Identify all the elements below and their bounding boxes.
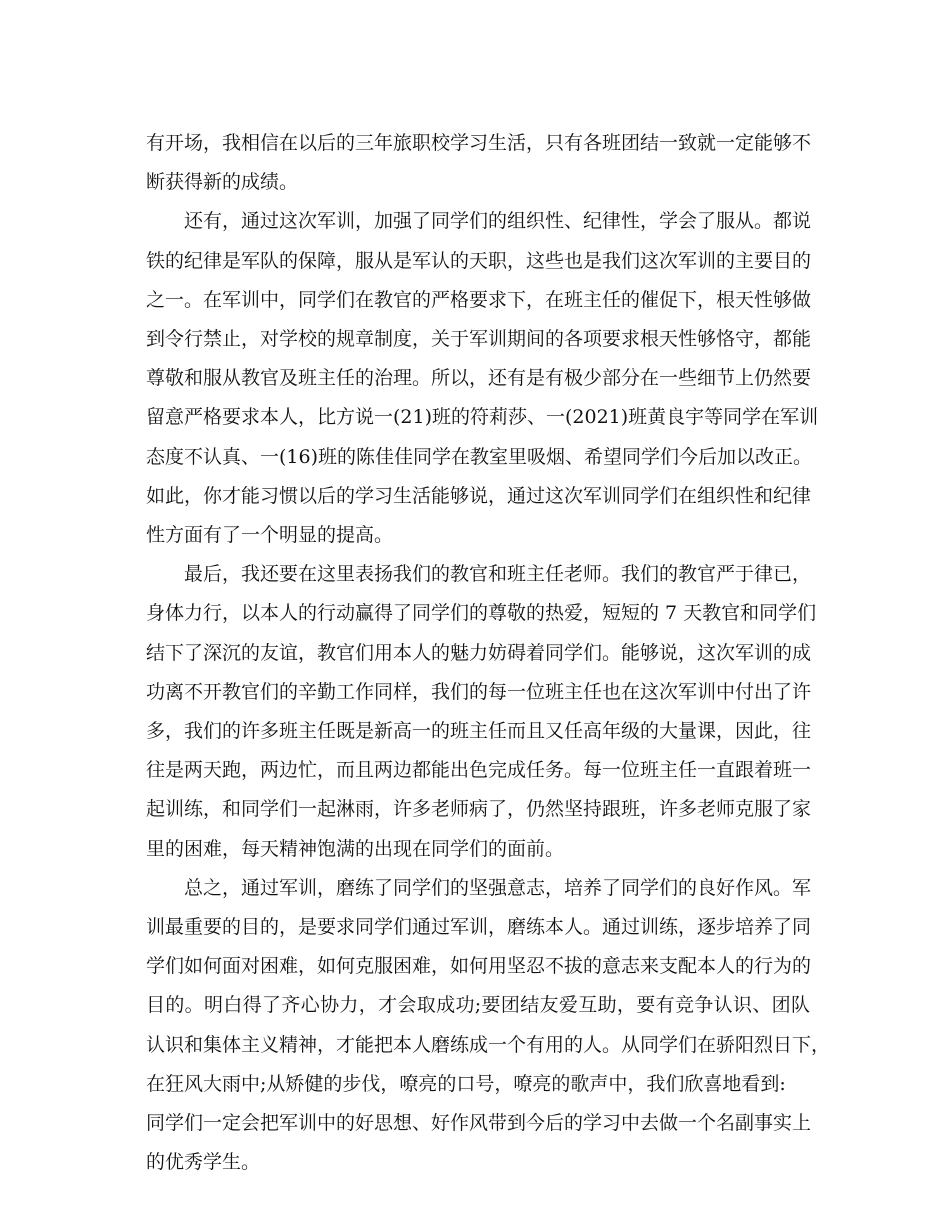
text-line: 同学们一定会把军训中的好思想、好作风带到今后的学习中去做一个名副事实上 (146, 1112, 812, 1135)
text-line: 性方面有了一个明显的提高。 (146, 524, 394, 547)
text-line: 学们如何面对困难，如何克服困难，如何用坚忍不拔的意志来支配本人的行为的 (146, 955, 812, 978)
text-line: 起训练，和同学们一起淋雨，许多老师病了，仍然坚持跟班，许多老师克服了家 (146, 798, 812, 821)
text-line: 里的困难，每天精神饱满的出现在同学们的面前。 (146, 837, 565, 860)
text-line: 断获得新的成绩。 (146, 171, 299, 194)
text-line: 之一。在军训中，同学们在教官的严格要求下，在班主任的催促下，根天性够做 (146, 288, 812, 311)
text-line: 结下了深沉的友谊，教官们用本人的魅力妨碍着同学们。能够说，这次军训的成 (146, 641, 812, 664)
paragraph-first-line: 总之，通过军训，磨练了同学们的坚强意志，培养了同学们的良好作风。军 (184, 876, 812, 899)
text-line: 铁的纪律是军队的保障，服从是军认的天职，这些也是我们这次军训的主要目的 (146, 249, 812, 272)
text-line: 有开场，我相信在以后的三年旅职校学习生活，只有各班团结一致就一定能够不 (146, 132, 812, 154)
text-line: 身体力行，以本人的行动赢得了同学们的尊敬的热爱，短短的 7 天教官和同学们 (146, 602, 817, 625)
text-line: 尊敬和服从教官及班主任的治理。所以，还有是有极少部分在一些细节上仍然要 (146, 367, 812, 390)
paragraph-first-line: 还有，通过这次军训，加强了同学们的组织性、纪律性，学会了服从。都说 (184, 210, 812, 233)
paragraph-first-line: 最后，我还要在这里表扬我们的教官和班主任老师。我们的教官严于律已， (184, 563, 812, 586)
text-line: 认识和集体主义精神，才能把本人磨练成一个有用的人。从同学们在骄阳烈日下， (146, 1033, 831, 1056)
text-line: 的优秀学生。 (146, 1151, 261, 1174)
text-line: 到令行禁止，对学校的规章制度，关于军训期间的各项要求根天性够恪守，都能 (146, 328, 812, 351)
text-line: 训最重要的目的，是要求同学们通过军训，磨练本人。通过训练，逐步培养了同 (146, 916, 812, 939)
text-line: 如此，你才能习惯以后的学习生活能够说，通过这次军训同学们在组织性和纪律 (146, 484, 812, 507)
text-line: 留意严格要求本人，比方说一(21)班的符莉莎、一(2021)班黄良宇等同学在军训 (146, 406, 819, 429)
text-line: 态度不认真、一(16)班的陈佳佳同学在教室里吸烟、希望同学们今后加以改正。 (146, 445, 813, 468)
text-line: 多，我们的许多班主任既是新高一的班主任而且又任高年级的大量课，因此，往 (146, 720, 812, 743)
document-body (146, 124, 831, 1182)
text-line: 往是两天跑，两边忙，而且两边都能出色完成任务。每一位班主任一直跟着班一 (146, 759, 812, 782)
text-line: 功离不开教官们的辛勤工作同样，我们的每一位班主任也在这次军训中付出了许 (146, 680, 812, 703)
text-line: 目的。明白得了齐心协力，才会取成功;要团结友爱互助，要有竞争认识、团队 (146, 994, 810, 1017)
text-line: 在狂风大雨中;从矫健的步伐，嘹亮的口号，嘹亮的歌声中，我们欣喜地看到: (146, 1072, 786, 1095)
